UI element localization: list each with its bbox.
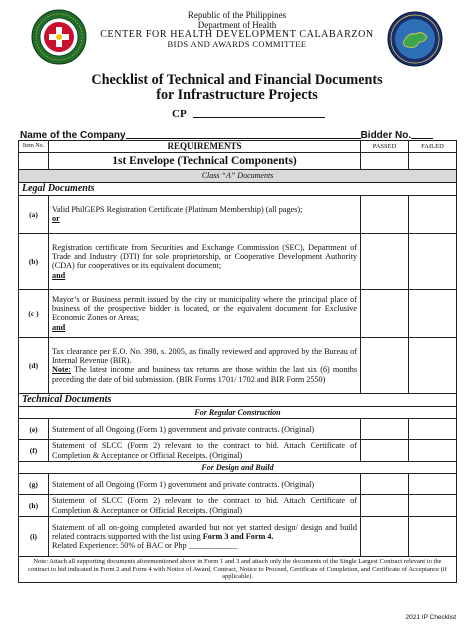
item-number: (d) (19, 337, 49, 393)
failed-cell[interactable] (409, 495, 457, 517)
table-row (19, 195, 457, 233)
table-header-row (19, 141, 457, 153)
regular-construction-heading: For Regular Construction (19, 406, 457, 418)
requirement-text: Mayor’s or Business permit issued by the city or municipality where the principal place of business of the prospective bidder is located, or the equivalent document for Exclusive Economic Zones or Areas; and (49, 289, 361, 337)
passed-cell[interactable] (361, 517, 409, 557)
requirement-text: Statement of all Ongoing (Form 1) government and private contracts. (Original) (49, 474, 361, 495)
technical-section-row (19, 393, 457, 406)
item-number: (i) (19, 517, 49, 557)
failed-cell[interactable] (409, 289, 457, 337)
failed-cell[interactable] (409, 440, 457, 462)
bidder-no-blank[interactable] (411, 130, 433, 139)
requirement-text: Statement of all Ongoing (Form 1) government and private contracts. (Original) (49, 419, 361, 440)
republic-line: Republic of the Philippines (187, 10, 287, 20)
chd-calabarzon-logo (386, 10, 444, 68)
class-a-row (19, 170, 457, 182)
passed-cell[interactable] (361, 195, 409, 233)
footer-label: 2021 IP Checklist (405, 614, 456, 621)
checklist-table (18, 140, 457, 583)
company-name-label: Name of the Company (20, 130, 126, 141)
passed-cell[interactable] (361, 495, 409, 517)
requirements-header: REQUIREMENTS (49, 141, 361, 153)
requirement-text: Valid PhilGEPS Registration Certificate (Platinum Membership) (all pages); or (49, 195, 361, 233)
document-title: Checklist of Technical and Financial Documents (91, 72, 383, 88)
cp-blank[interactable] (193, 108, 325, 118)
failed-header: FAILED (409, 141, 457, 153)
passed-header: PASSED (361, 141, 409, 153)
table-row (19, 440, 457, 462)
item-number: (a) (19, 195, 49, 233)
envelope-title: 1st Envelope (Technical Components) (49, 153, 361, 170)
table-row (19, 419, 457, 440)
item-number: (g) (19, 474, 49, 495)
cp-label: CP (172, 108, 187, 120)
failed-cell[interactable] (409, 233, 457, 289)
design-build-heading: For Design and Build (19, 462, 457, 474)
table-row (19, 233, 457, 289)
passed-cell[interactable] (361, 337, 409, 393)
item-number: (e) (19, 419, 49, 440)
item-number: (c ) (19, 289, 49, 337)
letterhead (0, 4, 474, 66)
bac-line: BIDS AND AWARDS COMMITTEE (167, 38, 307, 49)
passed-cell[interactable] (361, 440, 409, 462)
passed-cell[interactable] (361, 289, 409, 337)
class-a-label: Class “A” Documents (19, 170, 457, 182)
regular-construction-row (19, 406, 457, 418)
center-line: CENTER FOR HEALTH DEVELOPMENT CALABARZON (100, 29, 374, 40)
failed-cell[interactable] (409, 517, 457, 557)
table-row (19, 517, 457, 557)
item-number: (b) (19, 233, 49, 289)
cp-field (172, 108, 325, 120)
document-subtitle: for Infrastructure Projects (156, 87, 318, 103)
requirement-text: Tax clearance per E.O. No. 398, s. 2005, as finally reviewed and approved by the Bureau of Internal Revenue (BIR). Note: The latest income and business tax returns are those within the last six (6) months preceding the date of bid submission. (BIR Forms 1701/ 1702 and BIR Form 2550) (49, 337, 361, 393)
item-no-header: Item No. (19, 141, 49, 153)
passed-cell[interactable] (361, 233, 409, 289)
technical-documents-heading: Technical Documents (19, 393, 457, 406)
attachment-note: Note: Attach all supporting documents aforementioned above in Form 1 and 3 and attach only the documents of the Single Largest Contract relevant to the contract to bid indicated in Form 2 and Form 4 with Notice of Award, Contract, Notice to Proceed, Certificate of Completion, and Certificate of Acceptance (if applicable). (19, 557, 457, 583)
table-row (19, 337, 457, 393)
requirement-text: Statement of SLCC (Form 2) relevant to the contract to bid. Attach Certificate of Completion & Acceptance or Official Receipts. (Original) (49, 440, 361, 462)
item-number: (h) (19, 495, 49, 517)
item-number: (f) (19, 440, 49, 462)
failed-cell[interactable] (409, 419, 457, 440)
company-name-blank[interactable] (126, 130, 361, 139)
department-line: Department of Health (197, 19, 277, 30)
design-build-row (19, 462, 457, 474)
requirement-text: Statement of all on-going completed awarded but not yet started design/ design and build related contracts supported with the list using Form 3 and Form 4. Related Experience: 50% of BAC or Php ____________ (49, 517, 361, 557)
bidder-no-label: Bidder No. (360, 130, 412, 141)
failed-cell[interactable] (409, 195, 457, 233)
requirement-text: Statement of SLCC (Form 2) relevant to the contract to bid. Attach Certificate of Completion & Acceptance or Official Receipts. (Original) (49, 495, 361, 517)
legal-documents-heading: Legal Documents (19, 182, 457, 195)
legal-section-row (19, 182, 457, 195)
table-row (19, 495, 457, 517)
passed-cell[interactable] (361, 474, 409, 495)
table-row (19, 289, 457, 337)
failed-cell[interactable] (409, 474, 457, 495)
envelope-row (19, 153, 457, 170)
table-row (19, 474, 457, 495)
passed-cell[interactable] (361, 419, 409, 440)
failed-cell[interactable] (409, 337, 457, 393)
requirement-text: Registration certificate from Securities and Exchange Commission (SEC), Department of Trade and Industry (DTI) for sole proprietorship, or Cooperative Development Authority (CDA) for cooperatives or its equivalent document; and (49, 233, 361, 289)
note-row (19, 557, 457, 583)
